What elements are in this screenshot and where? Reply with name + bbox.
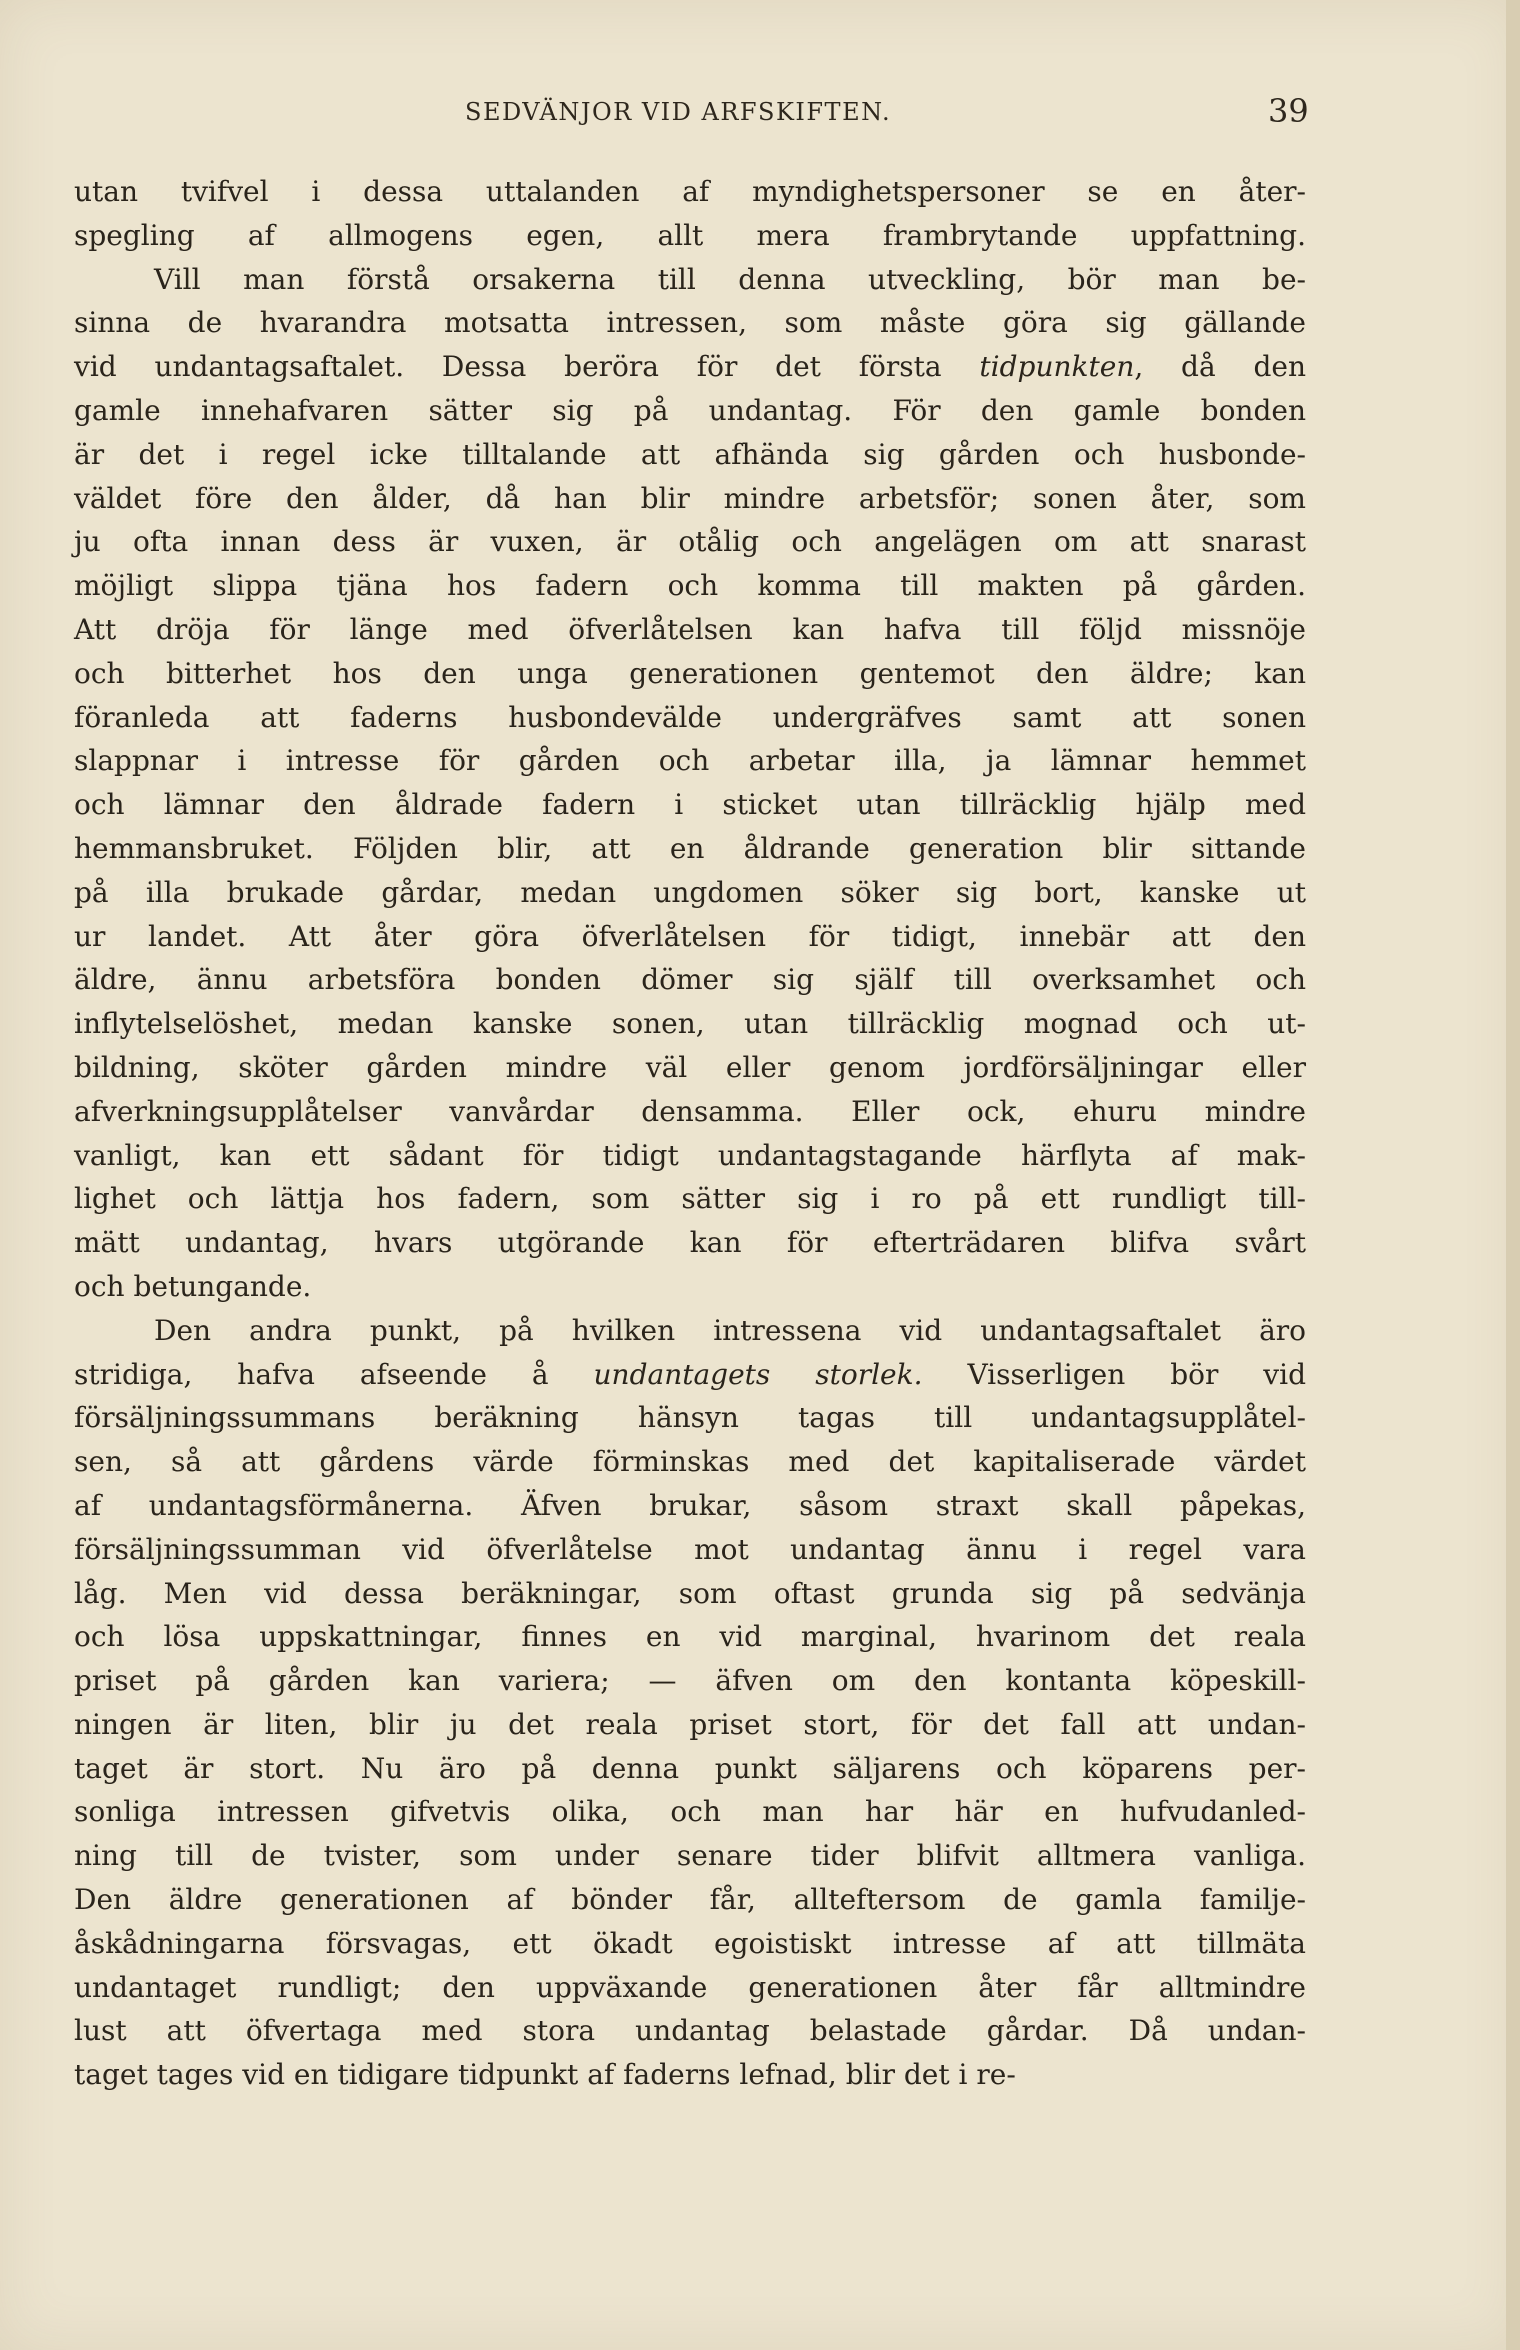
text-line: inflytelselöshet, medan kanske sonen, utan tillräcklig mognad och ut- — [74, 1007, 1306, 1041]
text-line: väldet före den ålder, då han blir mindre arbetsför; sonen åter, som — [74, 481, 1306, 515]
text-line — [74, 1353, 1306, 1397]
text-line: försäljningssumman vid öfverlåtelse mot undantag ännu i regel vara — [74, 1532, 1306, 1566]
text-line: sinna de hvarandra motsatta intressen, som måste göra sig gällande — [74, 306, 1306, 340]
text-line-segment: stridiga, hafva afseende å — [74, 1357, 594, 1391]
text-line: Vill man förstå orsakerna till denna utveckling, bör man be- — [154, 262, 1306, 296]
text-line: mätt undantag, hvars utgörande kan för efterträdaren blifva svårt — [74, 1226, 1306, 1260]
text-line: på illa brukade gårdar, medan ungdomen söker sig bort, kanske ut — [74, 875, 1306, 909]
page-number: 39 — [1268, 92, 1309, 130]
text-line: taget tages vid en tidigare tidpunkt af faderns lefnad, blir det i re- — [74, 2058, 1016, 2092]
emphasis-tidpunkten: tidpunkten — [979, 350, 1135, 384]
emphasis-undantagets-storlek: undantagets storlek. — [593, 1357, 923, 1391]
text-line: sonliga intressen gifvetvis olika, och man har här en hufvudanled- — [74, 1795, 1306, 1829]
text-line: lust att öfvertaga med stora undantag belastade gårdar. Då undan- — [74, 2014, 1306, 2048]
text-line: Den andra punkt, på hvilken intressena vid undantagsaftalet äro — [154, 1313, 1306, 1347]
text-line: af undantagsförmånerna. Äfven brukar, såsom straxt skall påpekas, — [74, 1488, 1306, 1522]
text-line: föranleda att faderns husbondevälde undergräfves samt att sonen — [74, 700, 1306, 734]
text-line: åskådningarna försvagas, ett ökadt egoistiskt intresse af att tillmäta — [74, 1926, 1306, 1960]
text-line: taget är stort. Nu äro på denna punkt säljarens och köparens per- — [74, 1751, 1306, 1785]
text-line: gamle innehafvaren sätter sig på undantag. För den gamle bonden — [74, 393, 1306, 427]
text-line: och lämnar den åldrade fadern i sticket utan tillräcklig hjälp med — [74, 788, 1306, 822]
text-line: ju ofta innan dess är vuxen, är otålig och angelägen om att snarast — [74, 525, 1306, 559]
text-line: och lösa uppskattningar, finnes en vid marginal, hvarinom det reala — [74, 1620, 1306, 1654]
text-line: möjligt slippa tjäna hos fadern och komma till makten på gården. — [74, 569, 1306, 603]
text-line: hemmansbruket. Följden blir, att en åldrande generation blir sittande — [74, 831, 1306, 865]
text-line: spegling af allmogens egen, allt mera frambrytande uppfattning. — [74, 218, 1306, 252]
text-line: och bitterhet hos den unga generationen gentemot den äldre; kan — [74, 656, 1306, 690]
text-line: ningen är liten, blir ju det reala priset stort, för det fall att undan- — [74, 1707, 1306, 1741]
body-text — [74, 170, 1306, 2097]
running-head: SEDVÄNJOR VID ARFSKIFTEN. — [465, 98, 892, 126]
text-line: försäljningssummans beräkning hänsyn tagas till undantagsupplåtel- — [74, 1401, 1306, 1435]
text-line: lighet och lättja hos fadern, som sätter sig i ro på ett rundligt till- — [74, 1182, 1306, 1216]
text-line: låg. Men vid dessa beräkningar, som oftast grunda sig på sedvänja — [74, 1576, 1306, 1610]
text-line: ur landet. Att åter göra öfverlåtelsen för tidigt, innebär att den — [74, 919, 1306, 953]
text-line: och betungande. — [74, 1269, 312, 1303]
text-line: utan tvifvel i dessa uttalanden af myndighetspersoner se en åter- — [74, 175, 1306, 208]
text-line: bildning, sköter gården mindre väl eller genom jordförsäljningar eller — [74, 1050, 1306, 1084]
text-line: ning till de tvister, som under senare tider blifvit alltmera vanliga. — [74, 1839, 1306, 1873]
text-line: vanligt, kan ett sådant för tidigt undantagstagande härflyta af mak- — [74, 1138, 1306, 1172]
text-line: slappnar i intresse för gården och arbetar illa, ja lämnar hemmet — [74, 744, 1306, 778]
text-line-segment: , då den — [1134, 350, 1306, 384]
text-line: äldre, ännu arbetsföra bonden dömer sig själf till overksamhet och — [74, 963, 1306, 997]
text-line-segment: vid undantagsaftalet. Dessa beröra för det första — [74, 350, 980, 384]
text-line: Att dröja för länge med öfverlåtelsen kan hafva till följd missnöje — [74, 612, 1306, 646]
text-line: priset på gården kan variera; — äfven om den kontanta köpeskill- — [74, 1664, 1306, 1698]
text-line — [74, 345, 1306, 389]
text-line: sen, så att gårdens värde förminskas med det kapitaliserade värdet — [74, 1445, 1306, 1479]
text-line: Den äldre generationen af bönder får, allteftersom de gamla familje- — [74, 1883, 1306, 1917]
text-line: är det i regel icke tilltalande att afhända sig gården och husbonde- — [74, 437, 1306, 471]
text-line-segment: Visserligen bör vid — [922, 1357, 1306, 1391]
page-edge — [1506, 0, 1520, 2350]
text-line: undantaget rundligt; den uppväxande generationen åter får alltmindre — [74, 1970, 1306, 2004]
text-line: afverkningsupplåtelser vanvårdar densamma. Eller ock, ehuru mindre — [74, 1094, 1306, 1128]
